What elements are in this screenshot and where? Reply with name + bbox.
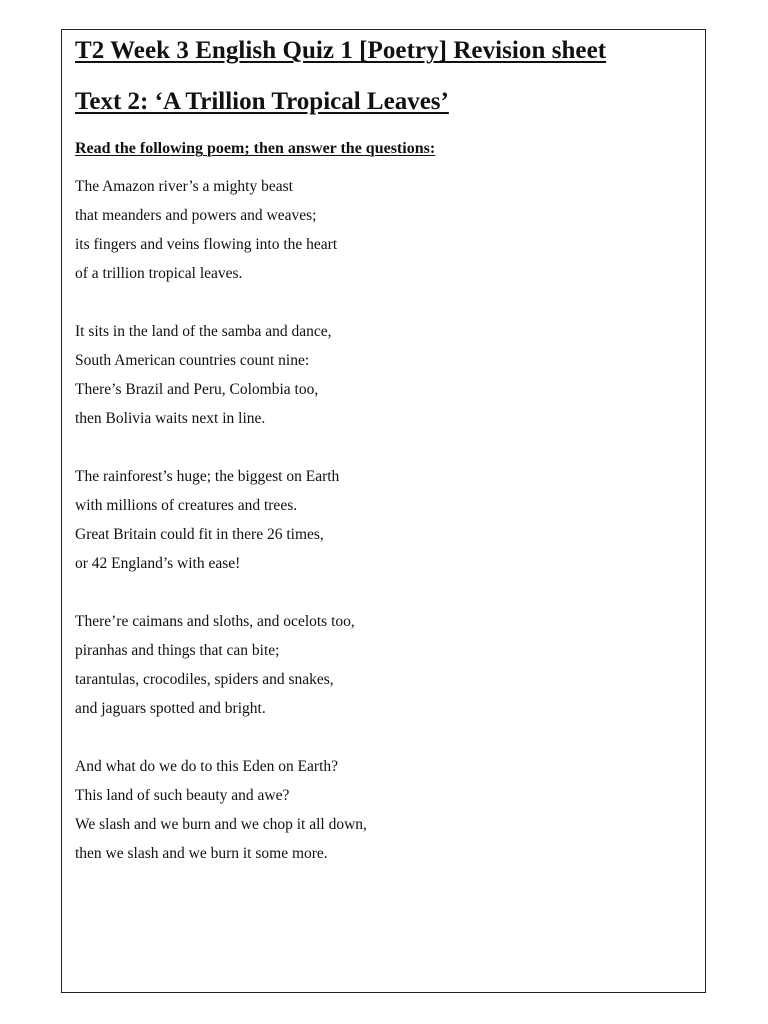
instruction-text: Read the following poem; then answer the questions: xyxy=(75,140,436,157)
poem-line: tarantulas, crocodiles, spiders and snakes, xyxy=(75,671,334,688)
poem-line: South American countries count nine: xyxy=(75,352,310,369)
poem-line: its fingers and veins flowing into the heart xyxy=(75,236,338,253)
stanza-5 xyxy=(75,752,367,868)
stanza-4 xyxy=(75,607,367,723)
poem-line: The Amazon river’s a mighty beast xyxy=(75,178,293,195)
poem-line: There’re caimans and sloths, and ocelots too, xyxy=(75,613,355,630)
poem xyxy=(75,172,367,897)
poem-line: Great Britain could fit in there 26 times, xyxy=(75,526,324,543)
poem-line: of a trillion tropical leaves. xyxy=(75,265,243,282)
poem-line: or 42 England’s with ease! xyxy=(75,555,241,572)
poem-line: piranhas and things that can bite; xyxy=(75,642,280,659)
revision-sheet xyxy=(61,29,706,993)
document-title: T2 Week 3 English Quiz 1 [Poetry] Revision sheet xyxy=(75,37,607,64)
stanza-3 xyxy=(75,462,367,578)
poem-line: We slash and we burn and we chop it all down, xyxy=(75,816,367,833)
poem-line: that meanders and powers and weaves; xyxy=(75,207,317,224)
poem-line: There’s Brazil and Peru, Colombia too, xyxy=(75,381,319,398)
stanza-1 xyxy=(75,172,367,288)
poem-line: then we slash and we burn it some more. xyxy=(75,845,328,862)
poem-line: And what do we do to this Eden on Earth? xyxy=(75,758,339,775)
poem-line: and jaguars spotted and bright. xyxy=(75,700,266,717)
poem-line: This land of such beauty and awe? xyxy=(75,787,290,804)
poem-line: with millions of creatures and trees. xyxy=(75,497,298,514)
poem-line: then Bolivia waits next in line. xyxy=(75,410,266,427)
poem-line: The rainforest’s huge; the biggest on Earth xyxy=(75,468,340,485)
poem-title: Text 2: ‘A Trillion Tropical Leaves’ xyxy=(75,88,449,115)
poem-line: It sits in the land of the samba and dance, xyxy=(75,323,332,340)
stanza-2 xyxy=(75,317,367,433)
